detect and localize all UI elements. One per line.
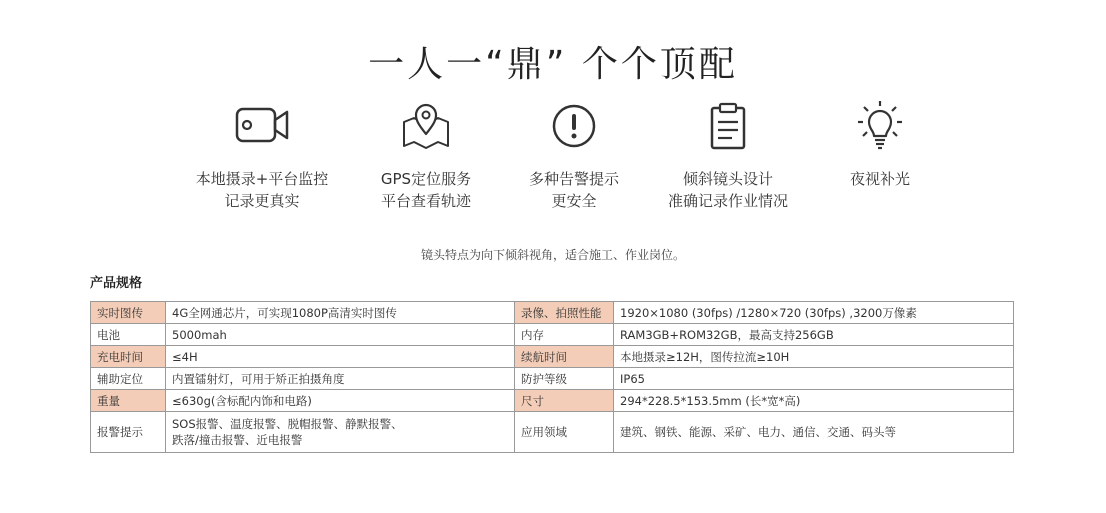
spec-value: 建筑、钢铁、能源、采矿、电力、通信、交通、码头等	[614, 412, 1014, 453]
spec-value: ≤630g(含标配内饰和电路)	[166, 390, 515, 412]
spec-key: 尺寸	[515, 390, 614, 412]
spec-value: 1920×1080 (30fps) /1280×720 (30fps) ,3200万像素	[614, 302, 1014, 324]
spec-key: 应用领域	[515, 412, 614, 453]
spec-key: 录像、拍照性能	[515, 302, 614, 324]
table-row	[91, 324, 1014, 346]
feature-label	[648, 168, 808, 212]
page-title: 一人一“鼎” 个个顶配	[368, 44, 738, 85]
spec-key: 电池	[91, 324, 166, 346]
spec-key: 内存	[515, 324, 614, 346]
feature-label-line2: 更安全	[551, 192, 597, 210]
feature-list	[190, 100, 950, 225]
spec-key: 续航时间	[515, 346, 614, 368]
spec-value: 本地摄录≥12H，图传拉流≥10H	[614, 346, 1014, 368]
spec-value: 4G全网通芯片，可实现1080P高清实时图传	[166, 302, 515, 324]
feature-item	[494, 100, 654, 212]
feature-label-line2: 准确记录作业情况	[667, 192, 788, 210]
feature-item	[800, 100, 960, 190]
spec-key: 防护等级	[515, 368, 614, 390]
feature-label	[346, 168, 506, 212]
lens-note: 镜头特点为向下倾斜视角，适合施工、作业岗位。	[420, 248, 685, 262]
feature-label-line1: GPS定位服务	[380, 170, 472, 188]
spec-value: RAM3GB+ROM32GB，最高支持256GB	[614, 324, 1014, 346]
lightbulb-icon	[850, 100, 910, 150]
spec-key: 实时图传	[91, 302, 166, 324]
spec-section-title: 产品规格	[90, 276, 143, 291]
map-pin-icon	[396, 100, 456, 150]
spec-value: 5000mah	[166, 324, 515, 346]
feature-label-line1: 夜视补光	[849, 170, 910, 188]
spec-key: 充电时间	[91, 346, 166, 368]
spec-value: 294*228.5*153.5mm (长*宽*高)	[614, 390, 1014, 412]
video-camera-icon	[232, 100, 292, 150]
clipboard-icon	[698, 100, 758, 150]
spec-value: ≤4H	[166, 346, 515, 368]
table-row	[91, 302, 1014, 324]
spec-value: 内置镭射灯，可用于矫正拍摄角度	[166, 368, 515, 390]
feature-label-line2: 平台查看轨迹	[380, 192, 471, 210]
spec-key: 辅助定位	[91, 368, 166, 390]
spec-value	[166, 412, 515, 453]
table-row	[91, 346, 1014, 368]
feature-item	[346, 100, 506, 212]
feature-label	[800, 168, 960, 190]
feature-item	[182, 100, 342, 212]
feature-item	[648, 100, 808, 212]
table-row	[91, 368, 1014, 390]
spec-value: IP65	[614, 368, 1014, 390]
spec-key: 报警提示	[91, 412, 166, 453]
feature-label-line1: 倾斜镜头设计	[682, 170, 773, 188]
spec-table	[90, 301, 1014, 453]
table-row	[91, 390, 1014, 412]
spec-key: 重量	[91, 390, 166, 412]
feature-label	[182, 168, 342, 212]
spec-value-line: 跌落/撞击报警、近电报警	[172, 433, 303, 447]
table-row	[91, 412, 1014, 453]
feature-label-line2: 记录更真实	[224, 192, 300, 210]
feature-label	[494, 168, 654, 212]
spec-value-line: SOS报警、温度报警、脱帽报警、静默报警、	[172, 417, 403, 431]
feature-label-line1: 多种告警提示	[528, 170, 619, 188]
feature-label-line1: 本地摄录+平台监控	[195, 170, 329, 188]
alert-icon	[544, 100, 604, 150]
